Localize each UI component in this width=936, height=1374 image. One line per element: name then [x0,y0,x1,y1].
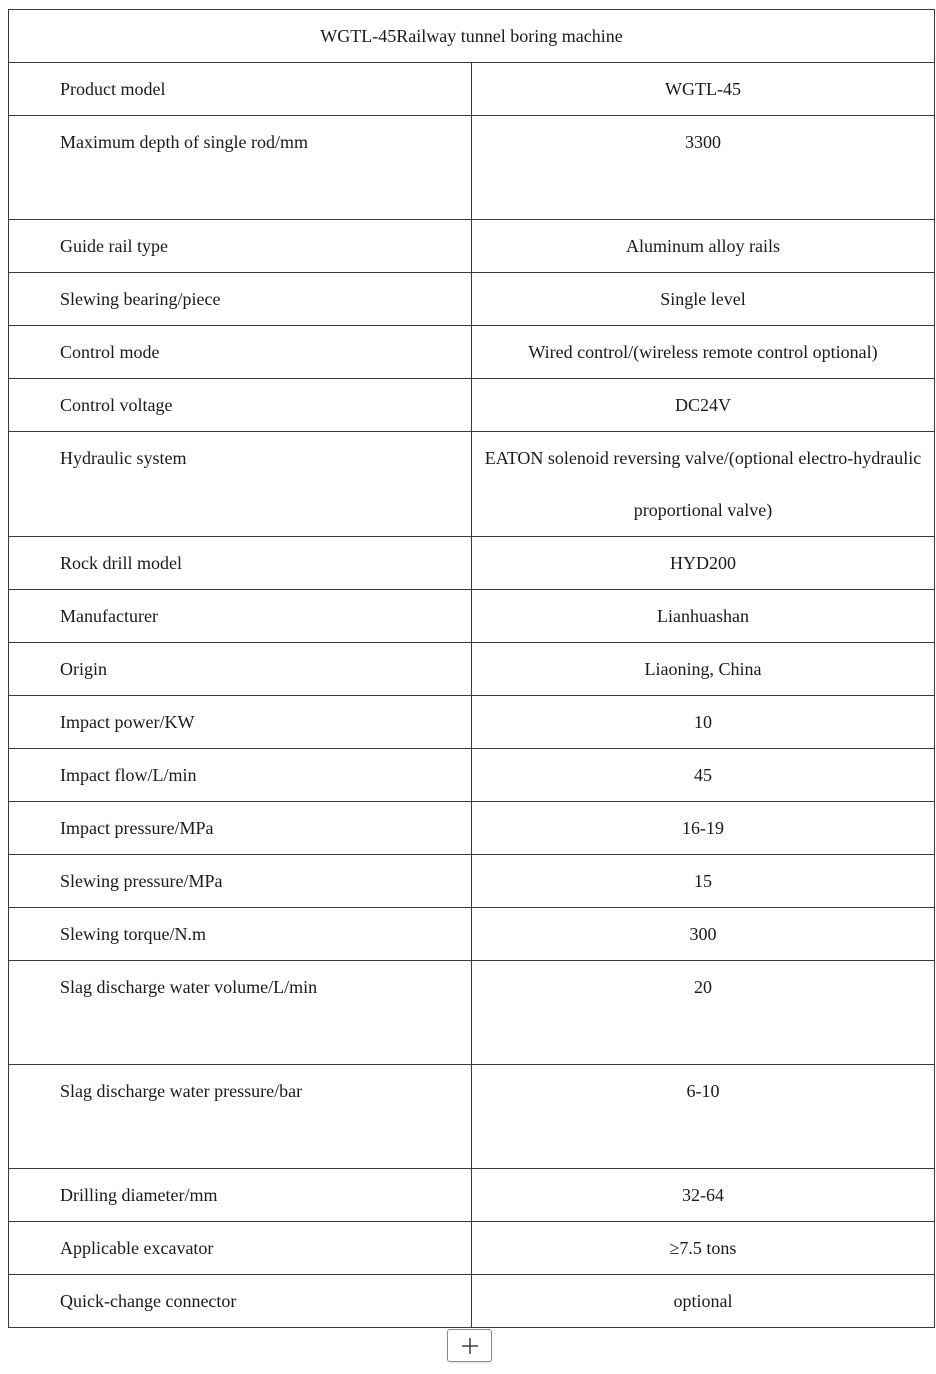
table-row [9,63,935,116]
row-value: 32-64 [472,1169,935,1222]
table-row [9,1222,935,1275]
table-row [9,273,935,326]
row-label: Quick-change connector [9,1275,472,1328]
add-row-button[interactable] [447,1329,492,1362]
table-row [9,432,935,537]
row-value: 3300 [472,116,935,220]
row-label: Control mode [9,326,472,379]
row-value: Lianhuashan [472,590,935,643]
row-value: Single level [472,273,935,326]
row-value: 20 [472,961,935,1065]
table-row [9,802,935,855]
row-value: 15 [472,855,935,908]
table-row [9,379,935,432]
row-label: Slag discharge water volume/L/min [9,961,472,1065]
row-label: Impact pressure/MPa [9,802,472,855]
row-value: ≥7.5 tons [472,1222,935,1275]
row-value: Liaoning, China [472,643,935,696]
table-row [9,855,935,908]
table-row [9,643,935,696]
plus-icon [461,1337,479,1355]
row-value: DC24V [472,379,935,432]
row-value: Wired control/(wireless remote control optional) [472,326,935,379]
row-label: Slag discharge water pressure/bar [9,1065,472,1169]
row-value: 300 [472,908,935,961]
row-label: Applicable excavator [9,1222,472,1275]
row-value: 16-19 [472,802,935,855]
row-label: Maximum depth of single rod/mm [9,116,472,220]
table-row [9,696,935,749]
row-value: EATON solenoid reversing valve/(optional electro-hydraulic proportional valve) [472,432,935,537]
row-label: Rock drill model [9,537,472,590]
row-label: Manufacturer [9,590,472,643]
table-row [9,537,935,590]
table-row [9,1169,935,1222]
table-row [9,220,935,273]
table-row [9,961,935,1065]
table-row [9,749,935,802]
row-value: WGTL-45 [472,63,935,116]
row-value: 6-10 [472,1065,935,1169]
row-value: Aluminum alloy rails [472,220,935,273]
row-label: Guide rail type [9,220,472,273]
row-value: 10 [472,696,935,749]
table-row [9,116,935,220]
row-label: Impact flow/L/min [9,749,472,802]
table-title-row [9,10,935,63]
table-row [9,326,935,379]
row-value: HYD200 [472,537,935,590]
row-label: Product model [9,63,472,116]
spec-table [8,9,935,1328]
row-label: Origin [9,643,472,696]
row-label: Slewing bearing/piece [9,273,472,326]
row-label: Slewing pressure/MPa [9,855,472,908]
row-value: optional [472,1275,935,1328]
table-row [9,1275,935,1328]
table-row [9,1065,935,1169]
row-label: Impact power/KW [9,696,472,749]
table-row [9,908,935,961]
row-label: Hydraulic system [9,432,472,537]
table-title: WGTL-45Railway tunnel boring machine [9,10,935,63]
row-value: 45 [472,749,935,802]
row-label: Slewing torque/N.m [9,908,472,961]
row-label: Control voltage [9,379,472,432]
table-row [9,590,935,643]
row-label: Drilling diameter/mm [9,1169,472,1222]
